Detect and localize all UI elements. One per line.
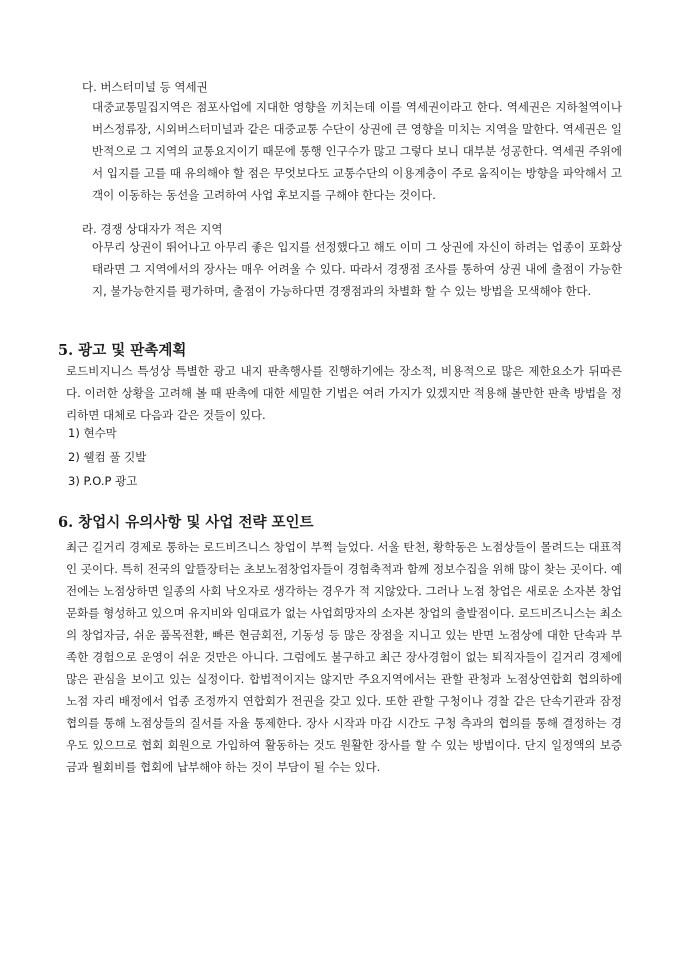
subsection-heading-low-competition: 라. 경쟁 상대자가 적은 지역 [82,222,223,236]
list-item: 2) 웰컴 풀 깃발 [68,450,147,464]
subsection-text-station-area: 대중교통밀집지역은 점포사업에 지대한 영향을 끼치는데 이를 역세권이라고 한다. 역세권은 지하철역이나 버스정류장, 시외버스터미널과 같은 대중교통 수단이 상권에 큰 영향을 미치는 지역을 말한다. 역세권은 일반적으로 그 지역의 교통요지이기 때문에 통행 인구수가 많고 그렇다 보니 대부분 성공한다. 역세권 주위에서 입지를 고를 때 유의해야 할 점은 무엇보다도 교통수단의 이용계층이 주로 움직이는 방향을 파악해서 고객이 이동하는 동선을 고려하여 사업 후보지를 구해야 한다는 것이다. [92,100,623,202]
subsection-heading-station-area: 다. 버스터미널 등 역세권 [82,80,208,94]
list-item: 1) 현수막 [68,426,117,440]
promotion-method-list [68,426,146,498]
list-item: 3) P.O.P 광고 [68,474,138,488]
section-heading-startup-tips: 6. 창업시 유의사항 및 사업 전략 포인트 [58,514,314,531]
section-heading-advertising: 5. 광고 및 판촉계획 [58,342,187,359]
section-text-startup-tips: 최근 길거리 경제로 통하는 로드비즈니스 창업이 부쩍 늘었다. 서울 탄천, 황학동은 노점상들이 몰려드는 대표적인 곳이다. 특히 전국의 알뜰장터는 초보노점창업자들이 경험축적과 함께 정보수집을 위해 많이 찾는 곳이다. 예전에는 노점상하면 일종의 사회 낙오자로 생각하는 경우가 적 지않았다. 그러나 노점 창업은 새로운 소자본 창업문화를 형성하고 있으며 유지비와 임대료가 없는 사업희망자의 소자본 창업의 출발점이다. 로드비즈니스는 최소의 창업자금, 쉬운 품목전환, 빠른 현금회전, 기동성 등 많은 장점을 지니고 있는 반면 노점상에 대한 단속과 부족한 경험으로 운영이 쉬운 것만은 아니다. 그럼에도 불구하고 최근 장사경험이 없는 퇴직자들이 길거리 경제에 많은 관심을 보이고 있는 실정이다. 합법적이지는 않지만 주요지역에서는 관할 관청과 노점상연합회 협의하에 노점 자리 배정에서 업종 조정까지 연합회가 전권을 갖고 있다. 또한 관할 구청이나 경찰 같은 단속기관과 잠정 협의를 통해 노점상들의 질서를 자율 통제한다. 장사 시작과 마감 시간도 구청 측과의 협의를 통해 결정하는 경우도 있으므로 협회 회원으로 가입하여 활동하는 것도 원활한 장사를 할 수 있는 방법이다. 단지 일정액의 보증금과 월회비를 협회에 납부해야 하는 것이 부담이 될 수는 있다. [66,540,622,774]
subsection-text-low-competition: 아무리 상권이 뛰어나고 아무리 좋은 입지를 선정했다고 해도 이미 그 상권에 자신이 하려는 업종이 포화상태라면 그 지역에서의 장사는 매우 어려울 수 있다. 따라서 경쟁점 조사를 통하여 상권 내에 출점이 가능한지, 불가능한지를 평가하며, 출점이 가능하다면 경쟁점과의 차별화 할 수 있는 방법을 모색해야 한다. [92,240,623,298]
section-text-advertising: 로드비지니스 특성상 특별한 광고 내지 판촉행사를 진행하기에는 장소적, 비용적으로 많은 제한요소가 뒤따른다. 이러한 상황을 고려해 볼 때 판촉에 대한 세밀한 기법은 여러 가지가 있겠지만 적용해 볼만한 판촉 방법을 정리하면 대체로 다음과 같은 것들이 있다. [66,364,622,422]
